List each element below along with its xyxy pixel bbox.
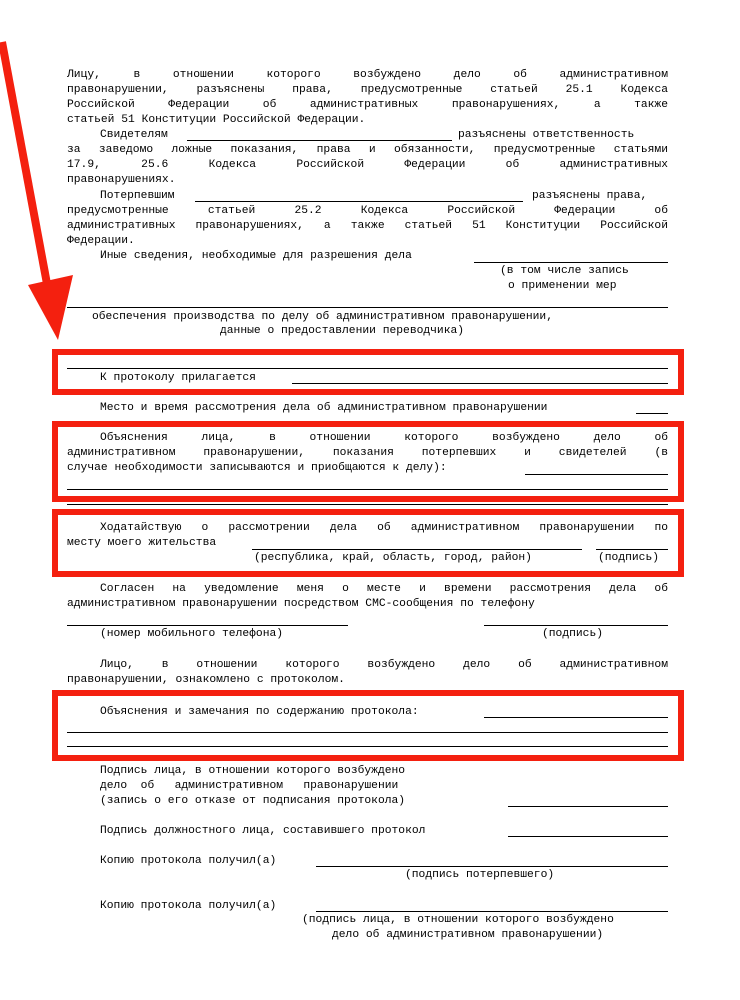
other-info-input-line[interactable] (474, 262, 668, 263)
explanations-line: случае необходимости записываются и приобщаются к делу): (67, 462, 447, 474)
signature-official-input-line[interactable] (508, 836, 668, 837)
copy-victim-hint: (подпись потерпевшего) (405, 869, 555, 881)
highlight-box-remarks (52, 690, 684, 761)
signature-person-input-line[interactable] (508, 806, 668, 807)
sms-hint-phone: (номер мобильного телефона) (100, 628, 284, 640)
highlight-box-petition (52, 509, 684, 577)
explanations-line: Объяснения лица, в отношении которого возбуждено дело об (100, 432, 668, 444)
other-info-hint: (в том числе запись (500, 265, 629, 277)
other-info-caption: обеспечения производства по делу об административном правонарушении, (92, 311, 553, 323)
sms-consent-line: Согласен на уведомление меня о месте и времени рассмотрения дела об (100, 583, 668, 595)
sms-sign-input-line[interactable] (484, 625, 668, 626)
explanations-input-line-3[interactable] (67, 504, 668, 505)
sms-consent-line: административном правонарушении посредством СМС-сообщения по телефону (67, 598, 535, 610)
witnesses-input-line[interactable] (187, 140, 452, 141)
highlight-box-attached (52, 349, 684, 395)
rights-paragraph-line: Лицу, в отношении которого возбуждено дело об административном (67, 69, 668, 81)
other-info-input-line-2[interactable] (67, 307, 668, 308)
signature-person-line: дело об административном правонарушении (100, 780, 399, 792)
victims-label: Потерпевшим (100, 190, 175, 202)
signature-person-line: (запись о его отказе от подписания протокола) (100, 795, 406, 807)
petition-line: месту моего жительства (67, 537, 217, 549)
other-info-label: Иные сведения, необходимые для разрешения дела (100, 250, 412, 262)
witnesses-label: Свидетелям (100, 129, 168, 141)
petition-hint-place: (республика, край, область, город, район) (254, 552, 532, 564)
copy-victim-input-line[interactable] (316, 866, 668, 867)
signature-official-label: Подпись должностного лица, составившего протокол (100, 825, 426, 837)
remarks-label: Объяснения и замечания по содержанию протокола: (100, 706, 419, 718)
victims-line: предусмотренные статьей 25.2 Кодекса Российской Федерации об (67, 205, 668, 217)
rights-paragraph-line: правонарушении, разъяснены права, предусмотренные статьей 25.1 Кодекса (67, 84, 668, 96)
rights-paragraph-line: статьей 51 Конституции Российской Федерации. (67, 114, 366, 126)
rights-paragraph-line: Российской Федерации об административных правонарушениях, а также (67, 99, 668, 111)
explanations-line: административном правонарушении, показания потерпевших и свидетелей (в (67, 447, 668, 459)
place-time-input-line[interactable] (636, 413, 668, 414)
acquainted-line: правонарушении, ознакомлено с протоколом. (67, 674, 345, 686)
victims-tail: разъяснены права, (532, 190, 648, 202)
other-info-caption: данные о предоставлении переводчика) (220, 325, 465, 337)
other-info-hint: о применении мер (508, 280, 617, 292)
witnesses-line: правонарушениях. (67, 174, 176, 186)
petition-line: Ходатайствую о рассмотрении дела об административном правонарушении по (100, 522, 668, 534)
place-time-label: Место и время рассмотрения дела об административном правонарушении (100, 402, 548, 414)
copy-person-hint: дело об административном правонарушении) (332, 929, 604, 941)
petition-hint-sign: (подпись) (598, 552, 660, 564)
sms-phone-input-line[interactable] (67, 625, 348, 626)
victims-input-line[interactable] (195, 201, 523, 202)
witnesses-line: 17.9, 25.6 Кодекса Российской Федерации об административных (67, 159, 668, 171)
attached-label: К протоколу прилагается (100, 372, 256, 384)
victims-line: административных правонарушениях, а также статьей 51 Конституции Российской (67, 220, 668, 232)
acquainted-line: Лицо, в отношении которого возбуждено дело об административном (100, 659, 668, 671)
witnesses-line: за заведомо ложные показания, права и обязанности, предусмотренные статьями (67, 144, 668, 156)
sms-hint-sign: (подпись) (542, 628, 604, 640)
copy-person-input-line[interactable] (316, 911, 668, 912)
highlight-box-explanations (52, 421, 684, 502)
signature-person-line: Подпись лица, в отношении которого возбуждено (100, 765, 406, 777)
witnesses-tail: разъяснены ответственность (458, 129, 635, 141)
copy-person-hint: (подпись лица, в отношении которого возбуждено (302, 914, 614, 926)
copy-person-label: Копию протокола получил(а) (100, 900, 277, 912)
victims-line: Федерации. (67, 235, 135, 247)
copy-victim-label: Копию протокола получил(а) (100, 855, 277, 867)
